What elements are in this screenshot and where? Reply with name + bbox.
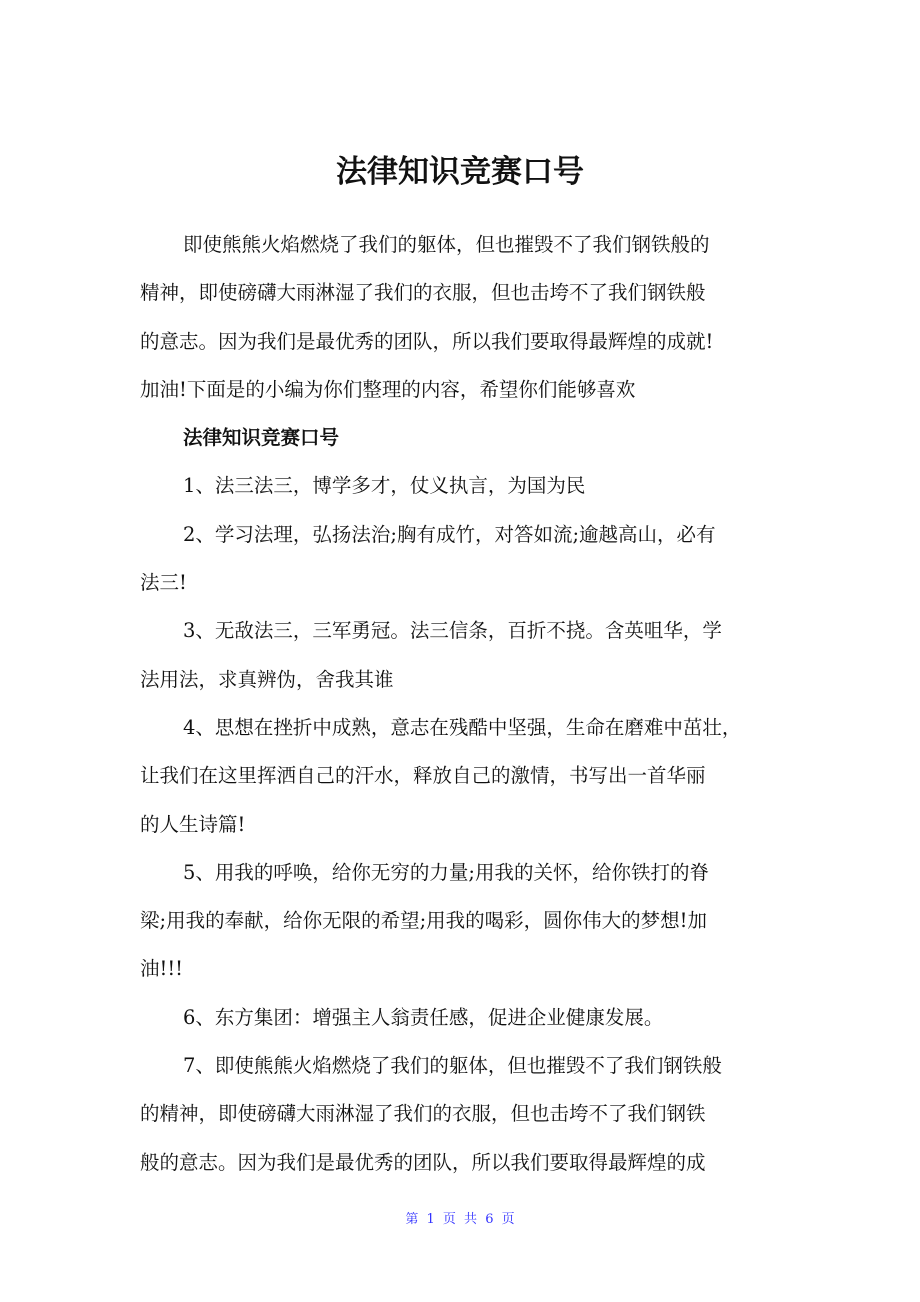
text-line: 的人生诗篇! — [140, 812, 246, 836]
document-title: 法律知识竞赛口号 — [336, 154, 584, 190]
text-line: 3、无敌法三，三军勇冠。法三信条，百折不挠。含英咀华，学 — [183, 619, 722, 643]
text-line: 4、思想在挫折中成熟，意志在残酷中坚强，生命在磨难中茁壮， — [183, 715, 742, 739]
text-line: 般的意志。因为我们是最优秀的团队，所以我们要取得最辉煌的成 — [140, 1150, 706, 1174]
paragraph — [140, 221, 800, 414]
text-line: 即使熊熊火焰燃烧了我们的躯体，但也摧毁不了我们钢铁般的 — [183, 233, 710, 256]
text-line: 5、用我的呼唤，给你无穷的力量;用我的关怀，给你铁打的脊 — [183, 860, 709, 884]
section-heading — [140, 414, 800, 462]
paragraph — [140, 1042, 800, 1187]
text-line: 法律知识竞赛口号 — [183, 426, 340, 450]
text-line: 法三! — [140, 571, 187, 595]
text-line: 让我们在这里挥洒自己的汗水，释放自己的激情，书写出一首华丽 — [140, 764, 706, 788]
document-body — [140, 221, 800, 1187]
text-line: 梁;用我的奉献，给你无限的希望;用我的喝彩，圆你伟大的梦想!加 — [140, 909, 707, 933]
text-line: 7、即使熊熊火焰燃烧了我们的躯体，但也摧毁不了我们钢铁般 — [183, 1054, 722, 1078]
text-line: 的精神，即使磅礴大雨淋湿了我们的衣服，但也击垮不了我们钢铁 — [140, 1102, 706, 1126]
text-line: 2、学习法理，弘扬法治;胸有成竹，对答如流;逾越高山，必有 — [183, 522, 716, 546]
text-line: 精神，即使磅礴大雨淋湿了我们的衣服，但也击垮不了我们钢铁般 — [140, 281, 706, 305]
paragraph — [140, 704, 800, 849]
text-line: 的意志。因为我们是最优秀的团队，所以我们要取得最辉煌的成就! — [140, 329, 714, 353]
page-footer: 第 1 页 共 6 页 — [405, 1212, 515, 1227]
text-line: 6、东方集团：增强主人翁责任感，促进企业健康发展。 — [183, 1005, 664, 1029]
paragraph — [140, 607, 800, 704]
text-line: 1、法三法三，博学多才，仗义执言，为国为民 — [183, 474, 586, 498]
paragraph — [140, 849, 800, 994]
text-line: 油!!! — [140, 957, 184, 981]
text-line: 法用法，求真辨伪，舍我其谁 — [140, 667, 394, 691]
text-line: 加油!下面是的小编为你们整理的内容，希望你们能够喜欢 — [140, 377, 636, 401]
paragraph — [140, 994, 800, 1042]
paragraph — [140, 511, 800, 608]
paragraph — [140, 462, 800, 510]
